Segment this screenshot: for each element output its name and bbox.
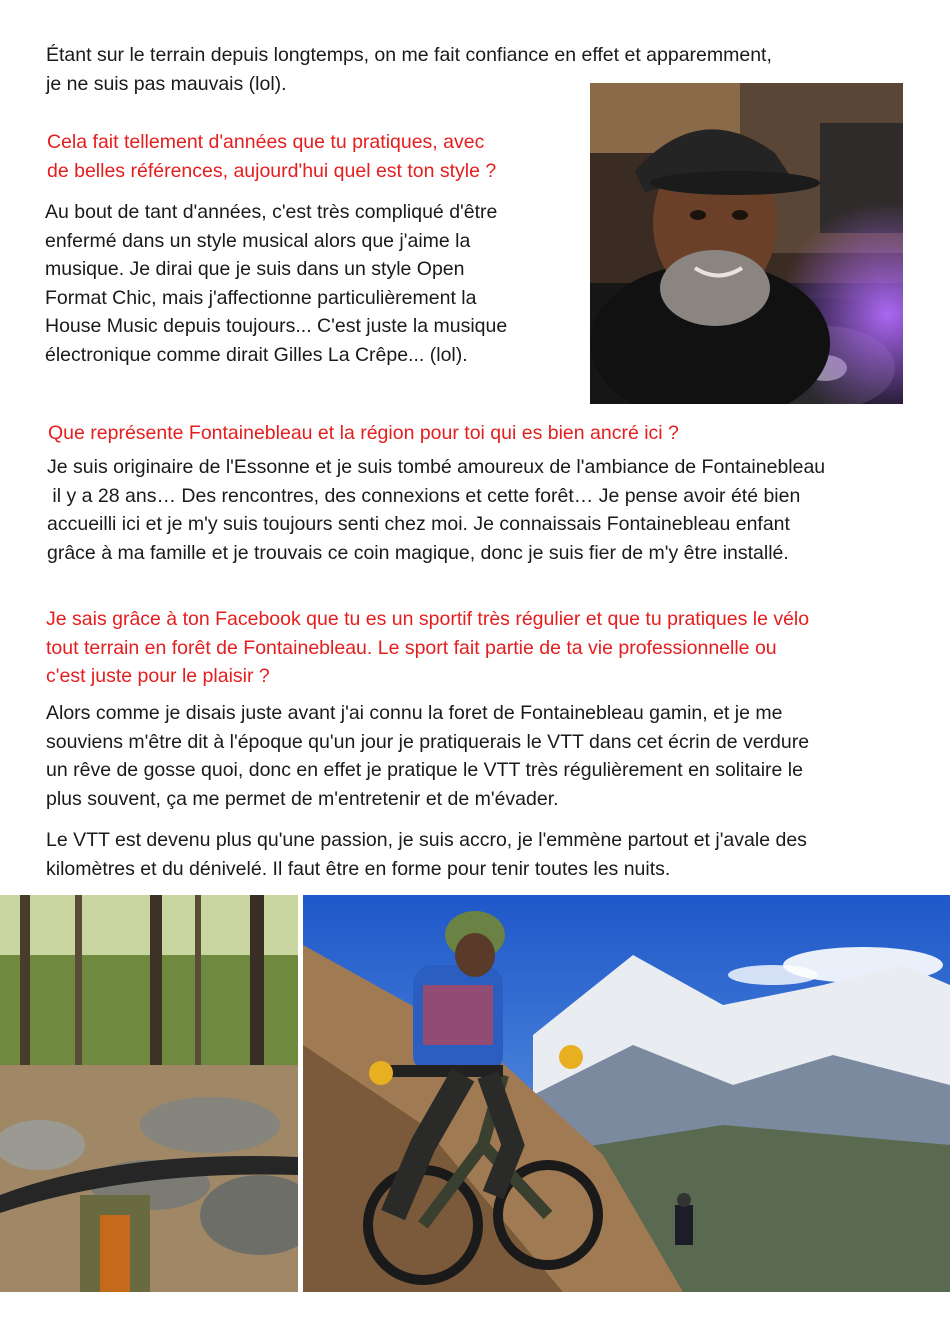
answer-line: accueilli ici et je m'y suis toujours senti chez moi. Je connaissais Fontainebleau enfant <box>47 513 790 535</box>
forest-mtb-photo <box>0 895 298 1292</box>
answer-line: House Music depuis toujours... C'est juste la musique <box>45 315 508 337</box>
question-line: tout terrain en forêt de Fontainebleau. Le sport fait partie de ta vie professionnelle ou <box>46 636 777 659</box>
answer-line: musique. Je dirai que je suis dans un style Open <box>45 258 465 280</box>
mountain-mtb-photo <box>303 895 950 1292</box>
intro-line-2: je ne suis pas mauvais (lol). <box>46 72 287 95</box>
question-line: Que représente Fontainebleau et la région pour toi qui es bien ancré ici ? <box>48 422 679 444</box>
answer-line: Alors comme je disais juste avant j'ai connu la foret de Fontainebleau gamin, et je me <box>46 702 783 724</box>
answer-line: Je suis originaire de l'Essonne et je suis tombé amoureux de l'ambiance de Fontainebleau <box>47 456 826 478</box>
answer-line: kilomètres et du dénivelé. Il faut être en forme pour tenir toutes les nuits. <box>46 857 671 880</box>
answer-style <box>45 198 507 369</box>
question-sport <box>46 605 809 691</box>
question-line: Cela fait tellement d'années que tu pratiques, avec <box>47 131 485 153</box>
answer-line: électronique comme dirait Gilles La Crêpe... (lol). <box>45 343 468 366</box>
answer-line: Le VTT est devenu plus qu'une passion, je suis accro, je l'emmène partout et j'avale des <box>46 829 807 851</box>
answer-sport-2 <box>46 826 807 883</box>
answer-line: grâce à ma famille et je trouvais ce coin magique, donc je suis fier de m'y être installé. <box>47 541 789 564</box>
answer-line: plus souvent, ça me permet de m'entretenir et de m'évader. <box>46 787 559 810</box>
answer-line: enfermé dans un style musical alors que j'aime la <box>45 229 471 252</box>
answer-line: Format Chic, mais j'affectionne particulièrement la <box>45 286 477 309</box>
answer-fontainebleau <box>47 453 825 567</box>
dj-portrait-photo <box>590 83 903 404</box>
question-style <box>47 128 496 185</box>
question-line: de belles références, aujourd'hui quel est ton style ? <box>47 159 497 182</box>
answer-line: il y a 28 ans… Des rencontres, des connexions et cette forêt… Je pense avoir été bien <box>47 484 801 507</box>
answer-line: un rêve de gosse quoi, donc en effet je pratique le VTT très régulièrement en solitaire le <box>46 759 803 781</box>
question-line: c'est juste pour le plaisir ? <box>46 665 270 687</box>
question-line: Je sais grâce à ton Facebook que tu es un sportif très régulier et que tu pratiques le vélo <box>46 608 810 630</box>
intro-line-1: Étant sur le terrain depuis longtemps, on me fait confiance en effet et apparemment, <box>46 44 772 66</box>
question-fontainebleau <box>48 419 679 448</box>
answer-line: souviens m'être dit à l'époque qu'un jour je pratiquerais le VTT dans cet écrin de verdure <box>46 730 810 753</box>
answer-line: Au bout de tant d'années, c'est très compliqué d'être <box>45 201 498 223</box>
answer-sport <box>46 699 809 813</box>
